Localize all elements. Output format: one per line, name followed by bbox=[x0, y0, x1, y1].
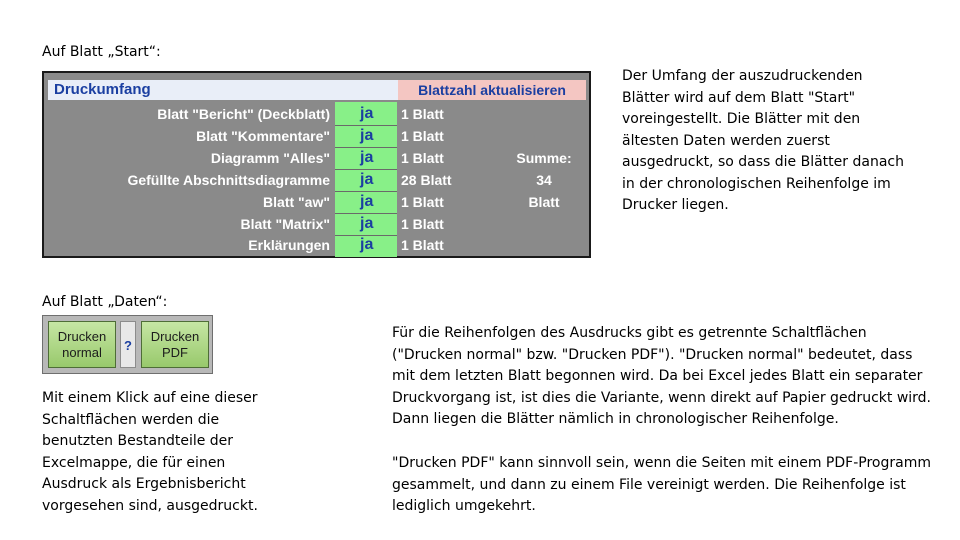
row-flag-cell[interactable]: ja bbox=[360, 236, 374, 253]
print-button-bar bbox=[42, 315, 213, 374]
row-label: Blatt "aw" bbox=[263, 194, 330, 210]
druckumfang-header: Druckumfang bbox=[48, 80, 374, 100]
update-sheet-count-button[interactable]: Blattzahl aktualisieren bbox=[398, 80, 586, 100]
row-label: Blatt "Matrix" bbox=[240, 216, 330, 232]
row-count: 1 Blatt bbox=[401, 106, 444, 122]
row-flag-cell[interactable]: ja bbox=[360, 127, 374, 144]
row-label: Blatt "Bericht" (Deckblatt) bbox=[157, 106, 330, 122]
row-label: Blatt "Kommentare" bbox=[196, 128, 330, 144]
row-count: 1 Blatt bbox=[401, 194, 444, 210]
row-count: 1 Blatt bbox=[401, 216, 444, 232]
print-range-sheet bbox=[42, 71, 591, 258]
row-count: 28 Blatt bbox=[401, 172, 452, 188]
description-pdf: "Drucken PDF" kann sinnvoll sein, wenn die Seiten mit einem PDF-Programm gesammelt, und dann zu einem File vereinigt werden. Die Reihenfolge ist lediglich umgekehrt. bbox=[392, 455, 931, 514]
row-flag-cell[interactable]: ja bbox=[360, 105, 374, 122]
row-count: 1 Blatt bbox=[401, 128, 444, 144]
row-flag-cell[interactable]: ja bbox=[360, 171, 374, 188]
row-label: Diagramm "Alles" bbox=[210, 150, 330, 166]
help-button[interactable]: ? bbox=[120, 321, 136, 368]
print-normal-button[interactable]: Drucken normal bbox=[48, 321, 116, 368]
row-flag-cell[interactable]: ja bbox=[360, 215, 374, 232]
row-count: 1 Blatt bbox=[401, 237, 444, 253]
row-label: Erklärungen bbox=[248, 237, 330, 253]
description-order: Für die Reihenfolgen des Ausdrucks gibt es getrennte Schaltflächen ("Drucken normal" bzw. "Drucken PDF"). "Drucken normal" bedeutet, dass mit dem letzten Blatt begonnen wird. Da bei Excel jedes Blatt ein separater Druckvorgang ist, ist dies die Variante, wenn direkt auf Papier gedruckt wird. Dann liegen die Blätter nämlich in chronologischer Reihenfolge. bbox=[392, 325, 931, 427]
print-pdf-button[interactable]: Drucken PDF bbox=[141, 321, 209, 368]
heading-daten: Auf Blatt „Daten“: bbox=[42, 294, 168, 310]
description-click: Mit einem Klick auf eine dieser Schaltflächen werden die benutzten Bestandteile der Excelmappe, die für einen Ausdruck als Ergebnisbericht vorgesehen sind, ausgedruckt. bbox=[42, 390, 258, 514]
sum-unit: Blatt bbox=[528, 194, 560, 210]
row-count: 1 Blatt bbox=[401, 150, 444, 166]
row-flag-cell[interactable]: ja bbox=[360, 149, 374, 166]
sum-value: 34 bbox=[536, 172, 552, 188]
description-start: Der Umfang der auszudruckenden Blätter wird auf dem Blatt "Start" voreingestellt. Die Blätter mit den ältesten Daten werden zuerst ausgedruckt, so dass die Blätter danach in der chronologischen Reihenfolge im Drucker liegen. bbox=[622, 68, 904, 213]
row-flag-cell[interactable]: ja bbox=[360, 193, 374, 210]
row-label: Gefüllte Abschnittsdiagramme bbox=[127, 172, 330, 188]
sum-label: Summe: bbox=[516, 150, 572, 166]
heading-start: Auf Blatt „Start“: bbox=[42, 44, 161, 60]
